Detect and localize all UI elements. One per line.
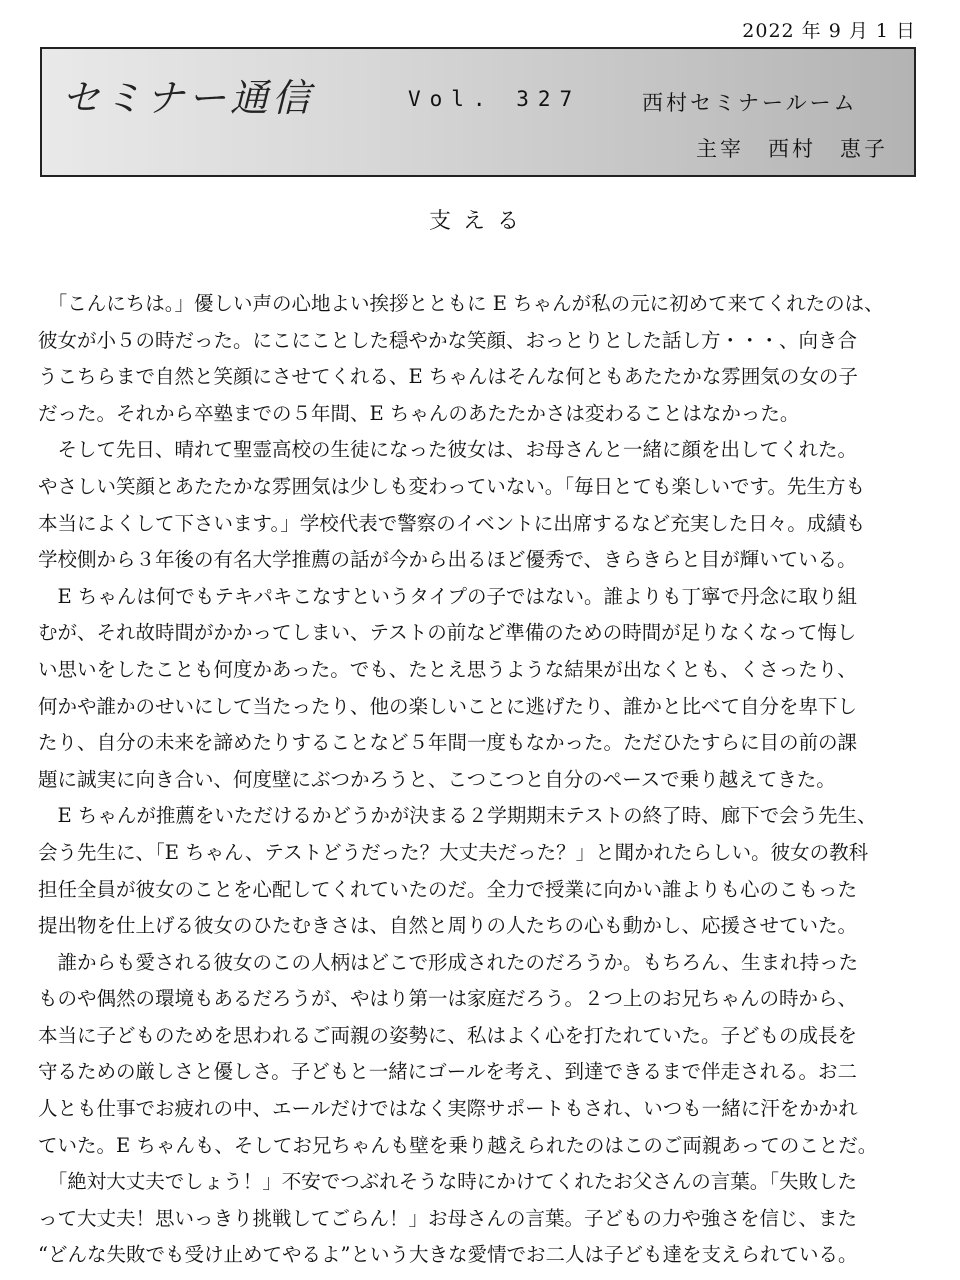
body-line: ていた。E ちゃんも、そしてお兄ちゃんも壁を乗り越えられたのはこのご両親あってのことだ。 <box>38 1133 878 1157</box>
body-line: やさしい笑顔とあたたかな雰囲気は少しも変わっていない。「毎日とても楽しいです。先生方も <box>38 474 865 498</box>
host-name: 主宰 西村 恵子 <box>696 137 888 161</box>
body-line: い思いをしたことも何度かあった。でも、たとえ思うような結果が出なくとも、くさったり、 <box>38 657 857 681</box>
article-title: 支える <box>428 209 531 234</box>
body-line: 題に誠実に向き合い、何度壁にぶつかろうと、こつこつと自分のペースで乗り越えてきた。 <box>38 767 836 791</box>
body-line: ものや偶然の環境もあるだろうが、やはり第一は家庭だろう。２つ上のお兄ちゃんの時から、 <box>38 987 858 1011</box>
body-line: 守るための厳しさと優しさ。子どもと一緒にゴールを考え、到達できるまで伴走される。お二 <box>38 1060 858 1084</box>
body-line: 提出物を仕上げる彼女のひたむきさは、自然と周りの人たちの心も動かし、応援させていた。 <box>38 914 858 938</box>
article-body <box>38 286 922 1274</box>
issue-date: 2022 年 9 月 1 日 <box>742 20 916 42</box>
body-line: 学校側から３年後の有名大学推薦の話が今から出るほど優秀で、きらきらと目が輝いている。 <box>38 548 857 572</box>
body-line: そして先日、晴れて聖霊高校の生徒になった彼女は、お母さんと一緒に顔を出してくれた。 <box>38 438 858 462</box>
body-line: 「こんにちは。」優しい声の心地よい挨拶とともに E ちゃんが私の元に初めて来てくれたのは、 <box>38 292 884 315</box>
newsletter-header <box>40 47 916 177</box>
body-line: 何かや誰かのせいにして当たったり、他の楽しいことに逃げたり、誰かと比べて自分を卑下し <box>38 694 858 718</box>
body-line: E ちゃんが推薦をいただけるかどうかが決まる２学期期末テストの終了時、廊下で会う先生、 <box>38 804 877 828</box>
body-line: E ちゃんは何でもテキパキこなすというタイプの子ではない。誰よりも丁寧で丹念に取り組 <box>38 584 857 608</box>
body-line: 本当によくして下さいます。」学校代表で警察のイベントに出席するなど充実した日々。成績も <box>38 511 866 535</box>
body-line: 担任全員が彼女のことを心配してくれていたのだ。全力で授業に向かい誰よりも心のこもった <box>38 877 858 901</box>
body-line: たり、自分の未来を諦めたりすることなど５年間一度もなかった。ただひたすらに目の前の課 <box>38 731 858 755</box>
body-line: って大丈夫！思いっきり挑戦してごらん！」お母さんの言葉。子どもの力や強さを信じ、また <box>38 1206 858 1230</box>
body-line: うこちらまで自然と笑顔にさせてくれる、E ちゃんはそんな何ともあたたかな雰囲気の女の子 <box>38 365 858 389</box>
body-line: 本当に子どものためを思われるご両親の姿勢に、私はよく心を打たれていた。子どもの成長を <box>38 1023 858 1047</box>
body-line: “どんな失敗でも受け止めてやるよ”という大きな愛情でお二人は子ども達を支えられている。 <box>38 1243 858 1267</box>
body-line: むが、それ故時間がかかってしまい、テストの前など準備のための時間が足りなくなって悔し <box>38 621 857 645</box>
organization-name: 西村セミナールーム <box>642 91 858 115</box>
body-line: 人とも仕事でお疲れの中、エールだけではなく実際サポートもされ、いつも一緒に汗をかかれ <box>38 1097 858 1121</box>
series-title: セミナー通信 <box>62 76 315 120</box>
body-line: だった。それから卒塾までの５年間、E ちゃんのあたたかさは変わることはなかった。 <box>38 401 800 425</box>
volume-number: Vol. 327 <box>408 87 582 111</box>
body-line: 誰からも愛される彼女のこの人柄はどこで形成されたのだろうか。もちろん、生まれ持った <box>38 950 859 974</box>
body-line: 「絶対大丈夫でしょう！」不安でつぶれそうな時にかけてくれたお父さんの言葉。「失敗した <box>38 1170 858 1194</box>
body-line: 会う先生に、「E ちゃん、テストどうだった？大丈夫だった？」と聞かれたらしい。彼女の教科 <box>38 840 869 864</box>
body-line: 彼女が小５の時だった。にこにことした穏やかな笑顔、おっとりとした話し方・・・、向き合 <box>38 328 858 352</box>
